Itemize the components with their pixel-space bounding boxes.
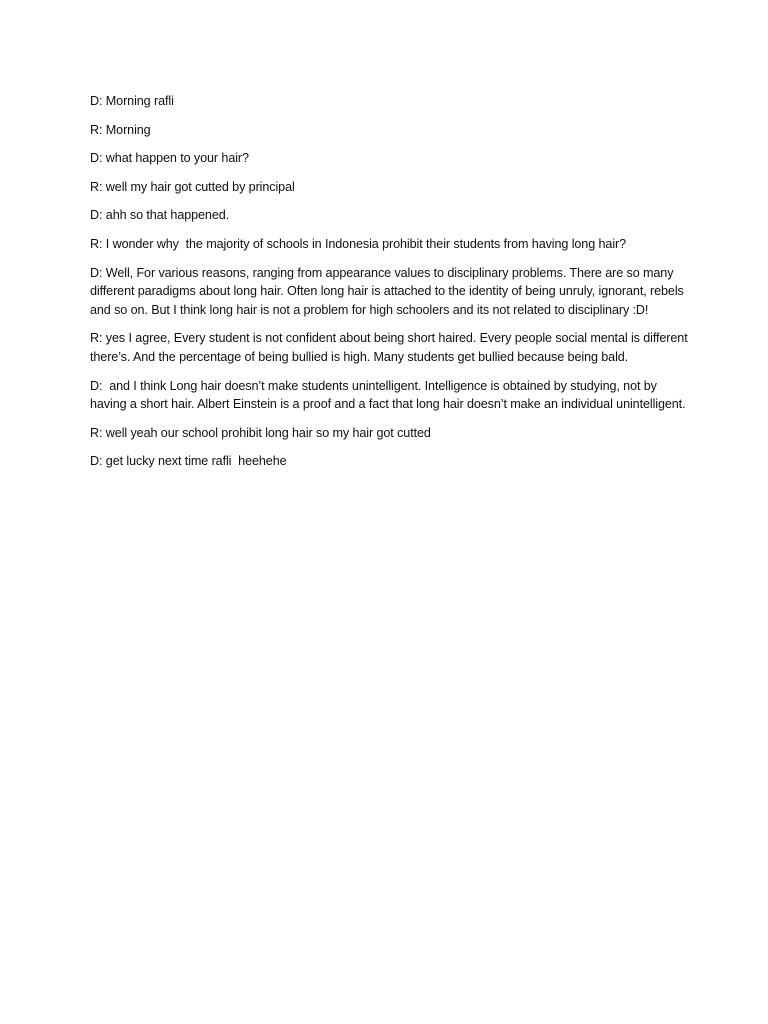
dialogue-line: R: I wonder why the majority of schools in Indonesia prohibit their students from having long hair? [90, 236, 627, 251]
dialogue-line: D: ahh so that happened. [90, 208, 230, 223]
dialogue-line: R: well my hair got cutted by principal [90, 179, 295, 194]
dialogue-line: D: get lucky next time rafli heehehe [90, 454, 287, 469]
dialogue-line: D: what happen to your hair? [90, 151, 249, 166]
dialogue-line: R: yes I agree, Every student is not confident about being short haired. Every people social mental is different there’s. And the percentage of being bullied is high. Many students get bullied because being bald. [90, 331, 692, 364]
dialogue-line: R: Morning [90, 122, 151, 137]
dialogue-line: R: well yeah our school prohibit long hair so my hair got cutted [90, 425, 431, 440]
dialogue-line: D: and I think Long hair doesn’t make students unintelligent. Intelligence is obtained by studying, not by having a short hair. Albert Einstein is a proof and a fact that long hair doesn’t make an individual unintelligent. [90, 378, 686, 412]
dialogue-line: D: Well, For various reasons, ranging from appearance values to disciplinary problems. There are so many different paradigms about long hair. Often long hair is attached to the identity of being unruly, ignorant, rebels and so on. But I think long hair is not a problem for high schoolers and its not related to disciplinary :D! [90, 265, 688, 317]
dialogue-line: D: Morning rafli [90, 94, 174, 108]
dialogue-text [90, 92, 692, 481]
